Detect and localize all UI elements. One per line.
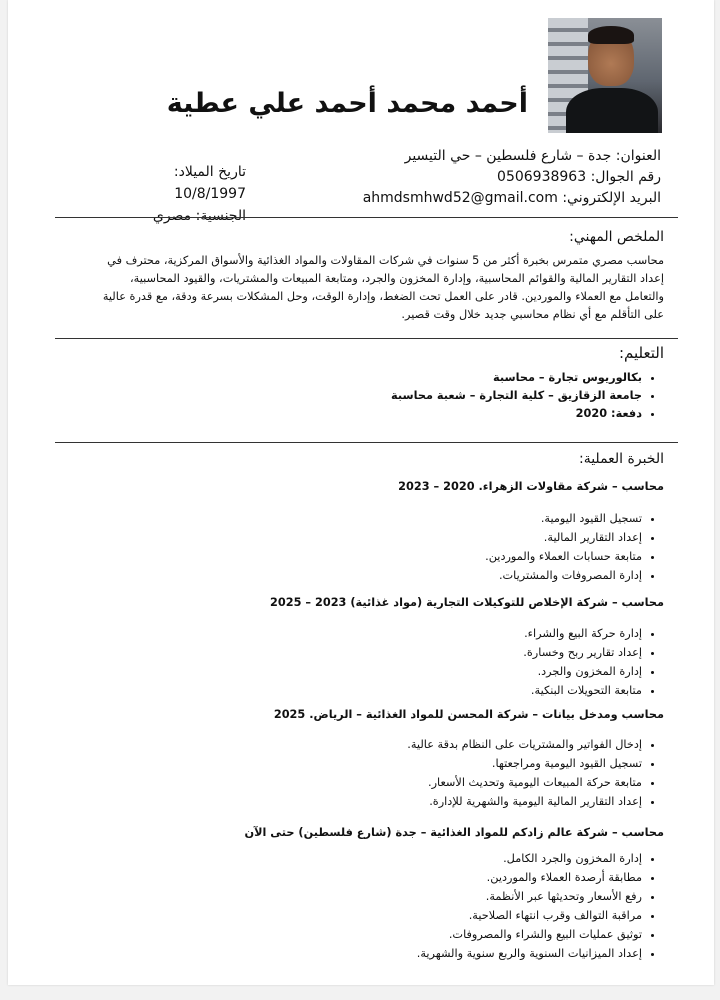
list-item: • بكالوريوس تجارة – محاسبة	[391, 369, 642, 387]
list-item: • إعداد التقارير المالية.	[485, 528, 642, 547]
list-item: • رفع الأسعار وتحديثها عبر الأنظمة.	[417, 887, 642, 906]
full-name: أحمد محمد أحمد علي عطية	[166, 88, 528, 119]
list-item: • إعداد التقارير المالية اليومية والشهرية للإدارة.	[407, 792, 642, 811]
list-item: • متابعة حسابات العملاء والموردين.	[485, 547, 642, 566]
resume-page	[8, 0, 714, 985]
phone: رقم الجوال: 0506938963	[497, 169, 661, 185]
list-item: • إدارة حركة البيع والشراء.	[523, 624, 642, 643]
list-item: • جامعة الزقازيق – كلية التجارة – شعبة محاسبة	[391, 387, 642, 405]
experience-title: الخبرة العملية:	[578, 451, 664, 467]
education-title: التعليم:	[618, 344, 664, 362]
list-item: • مطابقة أرصدة العملاء والموردين.	[417, 868, 642, 887]
list-item: • دفعة: 2020	[391, 405, 642, 423]
duties-list	[485, 509, 664, 585]
list-item: • إعداد تقارير ربح وخسارة.	[523, 643, 642, 662]
job-title: محاسب ومدخل بيانات – شركة المحسن للمواد الغذائية – الرياض. 2025	[273, 708, 664, 721]
duties-list	[523, 624, 664, 700]
duties-list	[407, 735, 664, 811]
email: البريد الإلكتروني: ahmdsmhwd52@gmail.com	[362, 190, 661, 206]
list-item: • إدخال الفواتير والمشتريات على النظام بدقة عالية.	[407, 735, 642, 754]
list-item: • توثيق عمليات البيع والشراء والمصروفات.	[417, 925, 642, 944]
list-item: • تسجيل القيود اليومية ومراجعتها.	[407, 754, 642, 773]
divider	[55, 338, 678, 339]
list-item: • إدارة المخزون والجرد.	[523, 662, 642, 681]
summary-text: محاسب مصري متمرس بخبرة أكثر من 5 سنوات في شركات المقاولات والمواد الغذائية والأسواق المركزية، محترف في إعداد التقارير المالية والقوائم المحاسبية، وإدارة المخزون والجرد، ومتابعة المبيعات والمشتريات، والقيود المحاسبية، والتعامل مع العملاء والموردين. قادر على العمل تحت الضغط، وإدارة الوقت، وحل المشكلات بسرعة ودقة، مع قدرة عالية على التأقلم مع أي نظام محاسبي جديد خلال وقت قصير.	[102, 254, 664, 321]
profile-photo	[548, 18, 662, 133]
list-item: • إدارة المخزون والجرد الكامل.	[417, 849, 642, 868]
list-item: • متابعة التحويلات البنكية.	[523, 681, 642, 700]
education-list	[391, 369, 664, 423]
summary-title: الملخص المهني:	[569, 229, 664, 245]
divider	[55, 217, 678, 218]
job-title: محاسب – شركة عالم زادكم للمواد الغذائية – جدة (شارع فلسطين) حتى الآن	[244, 826, 664, 839]
nationality: الجنسية: مصري	[152, 208, 246, 224]
contact-info	[363, 146, 661, 209]
list-item: • متابعة حركة المبيعات اليومية وتحديث الأسعار.	[407, 773, 642, 792]
birth-date: تاريخ الميلاد: 10/8/1997	[173, 164, 246, 202]
list-item: • مراقبة التوالف وقرب انتهاء الصلاحية.	[417, 906, 642, 925]
list-item: • إعداد الميزانيات السنوية والربع سنوية والشهرية.	[417, 944, 642, 963]
duties-list	[417, 849, 664, 963]
address: العنوان: جدة – شارع فلسطين – حي التيسير	[404, 148, 661, 164]
divider	[55, 442, 678, 443]
list-item: • إدارة المصروفات والمشتريات.	[485, 566, 642, 585]
job-title: محاسب – شركة مقاولات الزهراء. 2020 – 2023	[398, 480, 664, 493]
job-title: محاسب – شركة الإخلاص للتوكيلات التجارية (مواد غذائية) 2023 – 2025	[270, 596, 664, 609]
list-item: • تسجيل القيود اليومية.	[485, 509, 642, 528]
